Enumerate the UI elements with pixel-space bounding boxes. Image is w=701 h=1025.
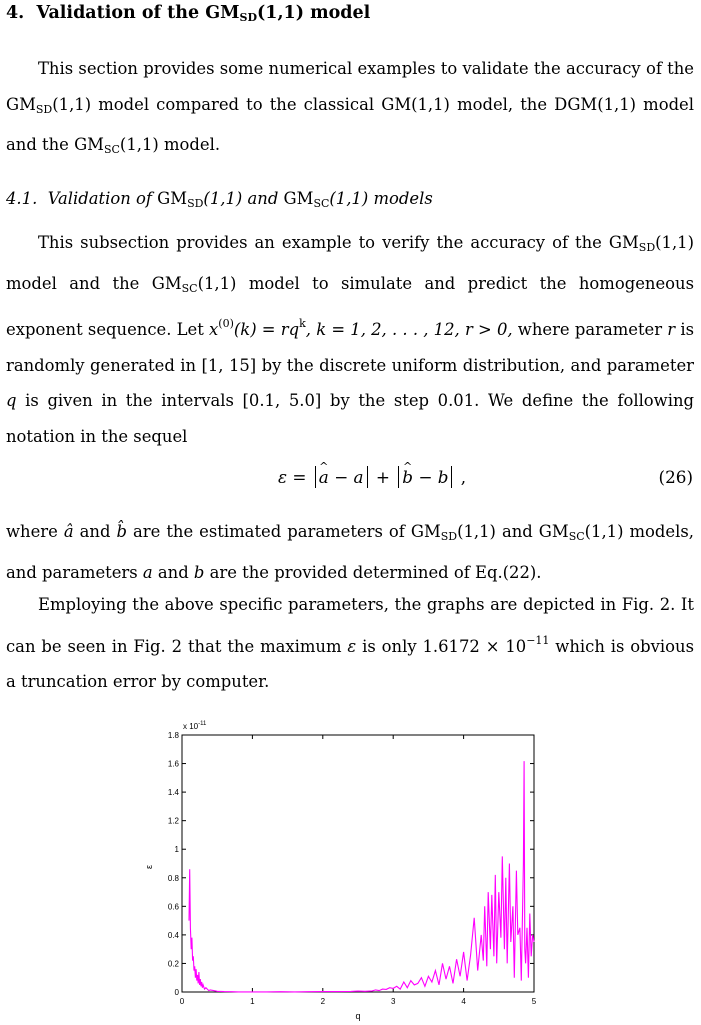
section-number: 4.: [6, 3, 25, 23]
y-tick-label-0: 0: [174, 988, 179, 997]
equation-number: (26): [658, 467, 693, 487]
y-tick-label-4: 0.8: [167, 873, 179, 883]
equation-body: ε = ^ a − a + ^ b − b ,: [278, 460, 466, 494]
y-multiplier-label: x $10^{-11}$: [183, 721, 207, 731]
equation-26: [0, 460, 701, 494]
y-tick-label-3: 0.6: [167, 902, 179, 912]
y-tick-label-7: 1.4: [167, 788, 179, 798]
section-title-text: Validation of the GM: [36, 3, 240, 23]
x-tick-label-2: 2: [320, 997, 326, 1006]
plot-frame: [182, 735, 534, 992]
x-tick-label-0: 0: [179, 997, 185, 1006]
y-tick-label-2: 0.4: [167, 930, 179, 940]
data-series: [189, 761, 534, 992]
intro-paragraph: This section provides some numerical examples to validate the accuracy of the $GM_{SD}(1,1)$ model compared to the classical GM(1,1) model, the DGM(1,1) model and the $GM_{SC}(1,1)$ model.: [6, 59, 694, 157]
y-tick-label-5: 1: [174, 845, 179, 855]
y-tick-label-1: 0.2: [167, 959, 179, 969]
y-tick-label-8: 1.6: [167, 759, 179, 769]
method-paragraph: This subsection provides an example to verify the accuracy of the $GM_{SD}(1,1)$ model and the $GM_{SC}(1,1)$ model to simulate and predict the homogeneous exponent sequence. Let $x^{(0)}(k) = rq^k$, k = 1, 2, . . . , 12, r > 0, where parameter r is randomly generated in [1, 15] by the discrete uniform distribution, and parameter q is given in the intervals [0.1, 5.0] by the step 0.01. We define the following notation in the sequel: [6, 233, 695, 446]
series-line-0: [189, 761, 534, 992]
x-axis-label: q: [355, 1011, 361, 1021]
estimation-paragraph: where â and b̂ are the estimated parameters of $GM_{SD}(1,1)$ and $GM_{SC}(1,1)$ models, and parameters a and b are the provided determined of Eq.(22).: [6, 522, 694, 582]
x-tick-label-1: 1: [250, 997, 255, 1006]
x-axis-ticks: [180, 735, 537, 1006]
section-title: [6, 0, 370, 31]
y-axis-label: ε: [144, 864, 154, 870]
y-tick-label-6: 1.2: [167, 816, 179, 826]
y-tick-label-9: 1.8: [167, 731, 179, 740]
section-title-suffix: (1,1) model: [257, 3, 371, 23]
result-paragraph: Employing the above specific parameters, the graphs are depicted in Fig. 2. It can be seen in Fig. 2 that the maximum ε is only $1.6172 \times 10^{-11}$ which is obvious a truncation error by computer.: [6, 595, 695, 692]
section-title-subscript: SD: [239, 11, 257, 24]
x-tick-label-3: 3: [390, 997, 396, 1006]
figure-2-chart: [130, 715, 550, 1025]
x-tick-label-5: 5: [531, 997, 537, 1006]
x-tick-label-4: 4: [461, 997, 466, 1006]
subsection-heading: 4.1. Validation of $GM_{SD}(1,1)$ and $GM_{SC}(1,1)$ models: [6, 189, 433, 210]
